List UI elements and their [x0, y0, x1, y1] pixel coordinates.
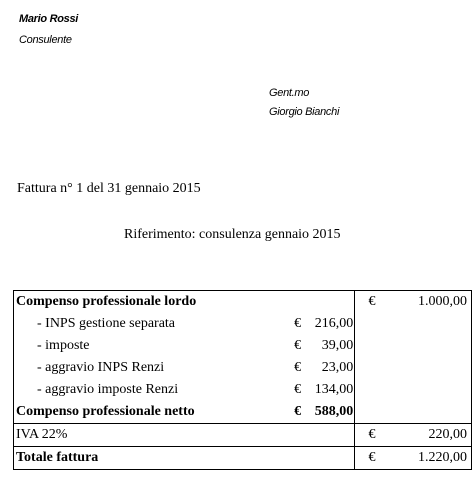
table-row-deduction	[14, 335, 472, 357]
table-row-gross	[14, 291, 472, 314]
currency-symbol: €	[294, 338, 302, 353]
vat-amount: 220,00	[428, 427, 467, 442]
gross-label: Compenso professionale lordo	[16, 294, 197, 309]
deduction-label: - aggravio imposte Renzi	[37, 382, 179, 397]
table-row-deduction	[14, 379, 472, 401]
currency-symbol: €	[368, 427, 376, 442]
currency-symbol: €	[294, 404, 302, 419]
deduction-label: - INPS gestione separata	[37, 316, 176, 331]
table-row-net	[14, 401, 472, 424]
currency-symbol: €	[294, 316, 302, 331]
sender-name: Mario Rossi	[19, 13, 79, 25]
invoice-title: Fattura n° 1 del 31 gennaio 2015	[17, 181, 201, 196]
deduction-amount: 23,00	[321, 360, 354, 375]
net-amount: 588,00	[314, 404, 354, 419]
currency-symbol: €	[369, 447, 387, 470]
total-amount: 1.220,00	[387, 447, 471, 470]
net-label: Compenso professionale netto	[16, 404, 195, 419]
deduction-label: - imposte	[37, 338, 90, 353]
table-row-deduction	[14, 357, 472, 379]
currency-symbol: €	[294, 382, 302, 397]
invoice-reference: Riferimento: consulenza gennaio 2015	[124, 227, 341, 242]
sender-role: Consulente	[19, 34, 72, 46]
recipient-name: Giorgio Bianchi	[269, 106, 340, 118]
gross-amount: 1.000,00	[418, 294, 467, 309]
table-row-deduction	[14, 313, 472, 335]
total-label: Totale fattura	[14, 447, 283, 470]
deduction-amount: 216,00	[314, 316, 354, 331]
deduction-amount: 39,00	[321, 338, 354, 353]
currency-symbol: €	[294, 360, 302, 375]
vat-label: IVA 22%	[14, 424, 283, 447]
deduction-amount: 134,00	[314, 382, 354, 397]
deduction-label: - aggravio INPS Renzi	[37, 360, 165, 375]
currency-symbol: €	[368, 294, 376, 309]
recipient-salutation: Gent.mo	[269, 87, 310, 99]
table-row-total	[14, 447, 472, 470]
table-row-vat	[14, 424, 472, 447]
invoice-table	[13, 290, 472, 470]
